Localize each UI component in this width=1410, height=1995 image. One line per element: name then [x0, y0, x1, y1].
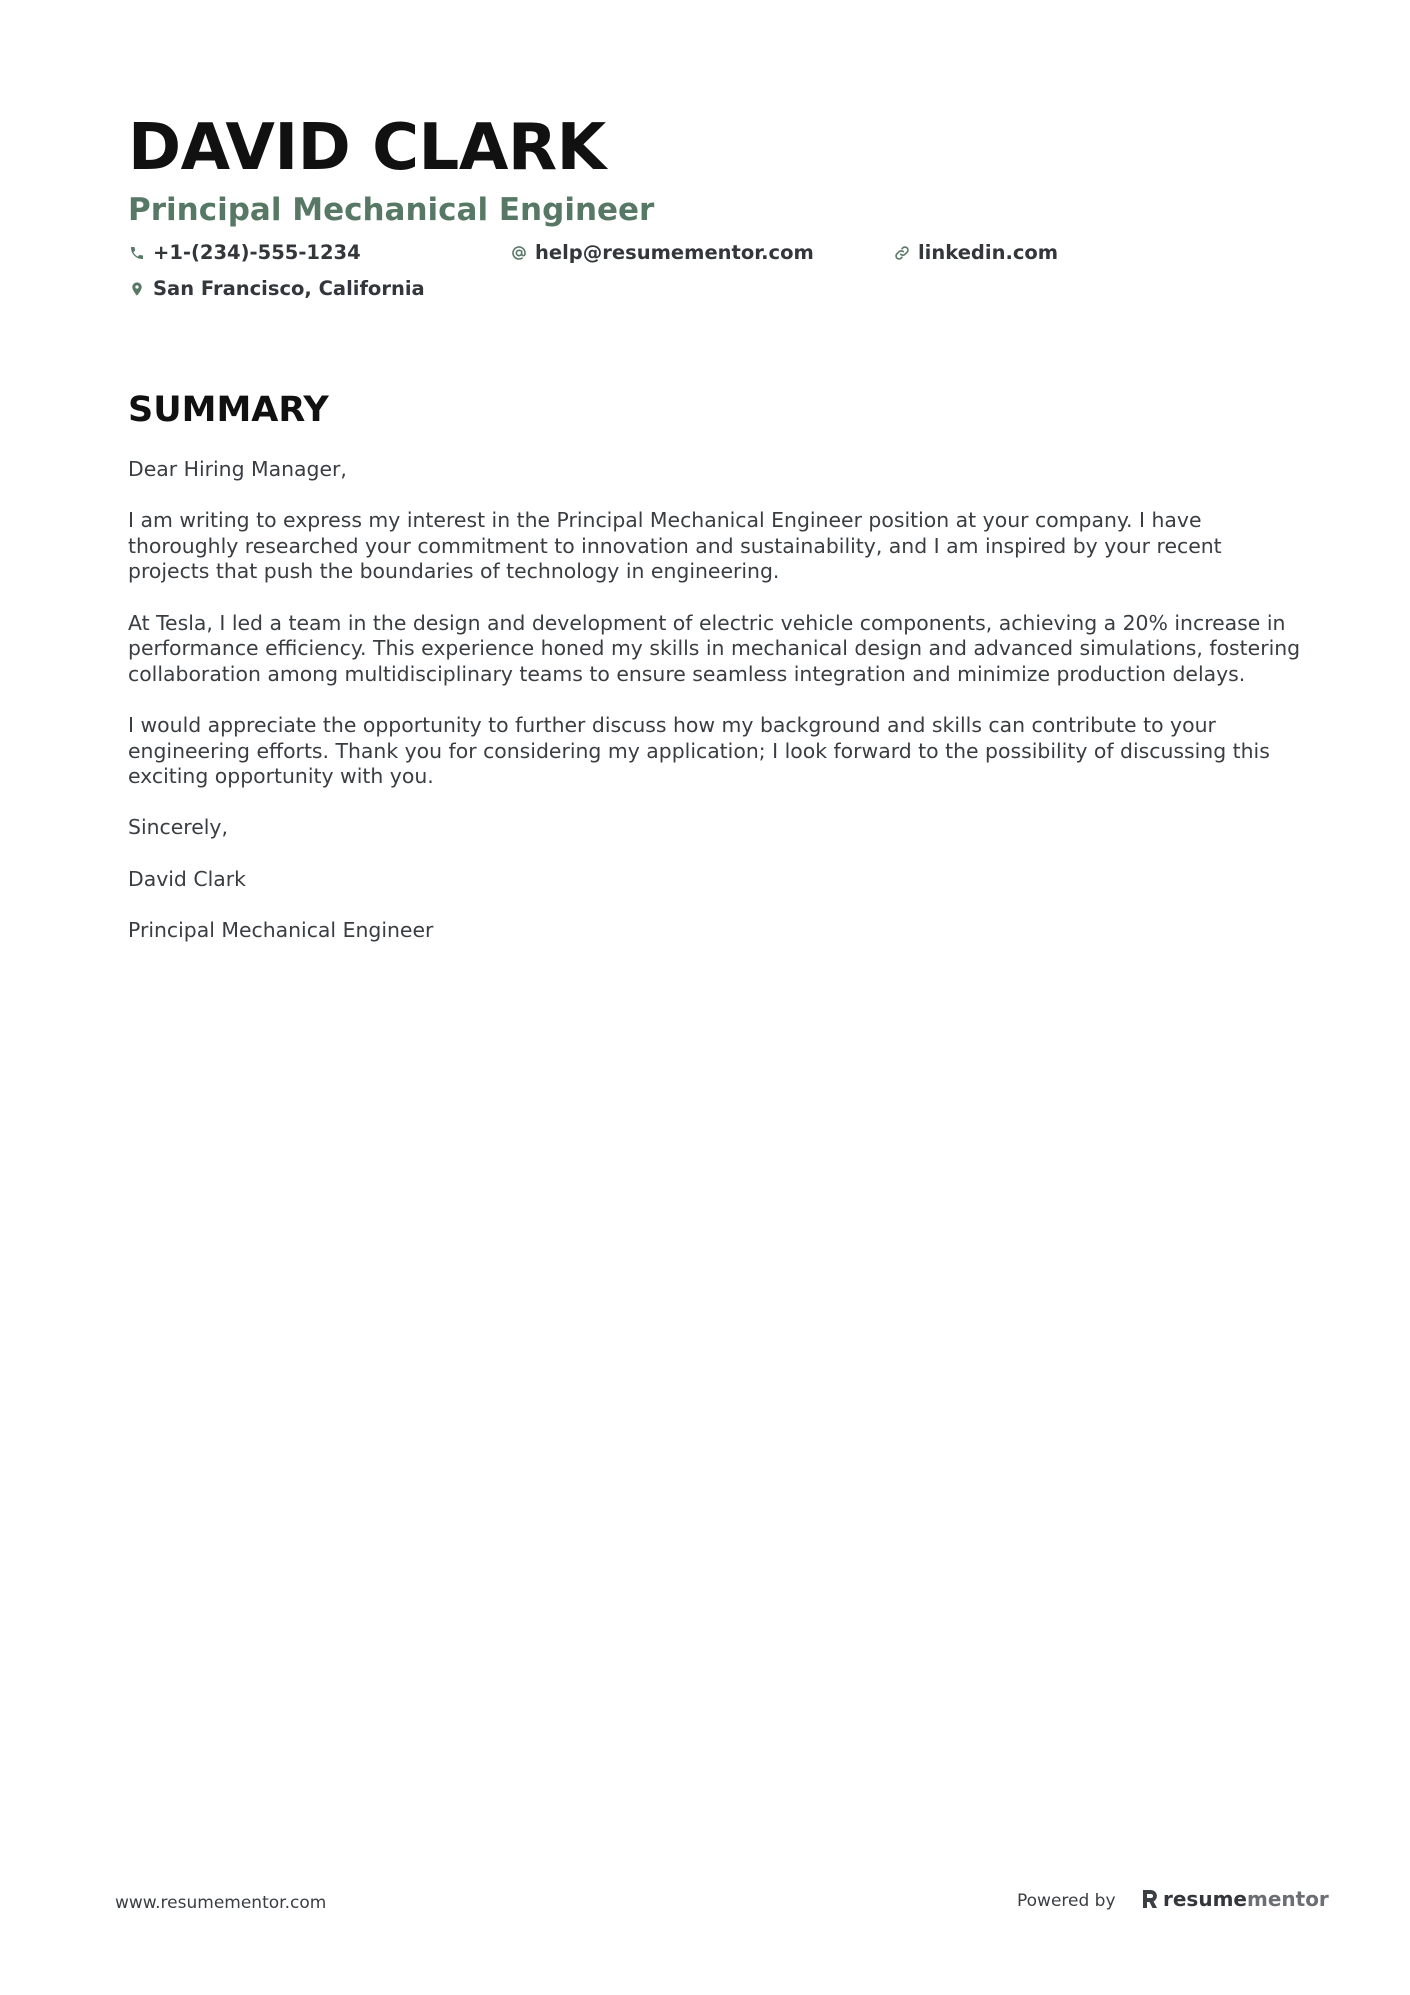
candidate-name: DAVID CLARK: [128, 111, 606, 185]
brand-text-resume: resume: [1163, 1887, 1247, 1911]
letter-paragraph: I would appreciate the opportunity to further discuss how my background and skills can contribute to your engineering efforts. Thank you for considering my application; I look forward to the possibility of discussing this exciting opportunity with you.: [128, 712, 1270, 789]
map-pin-icon: [128, 280, 146, 298]
brand-text-mentor: mentor: [1246, 1887, 1329, 1911]
contact-email: [510, 240, 814, 266]
letter-closing: Sincerely,: [128, 815, 228, 840]
letter-paragraph: At Tesla, I led a team in the design and development of electric vehicle components, achieving a 20% increase in performance efficiency. This experience honed my skills in mechanical design and advanced simulations, fostering collaboration among multidisciplinary teams to ensure seamless integration and minimize production delays.: [128, 610, 1301, 686]
location-text: San Francisco, California: [153, 277, 425, 300]
letter-paragraph: I am writing to express my interest in the Principal Mechanical Engineer position at your company. I have thoroughly researched your commitment to innovation and sustainability, and I am inspired by your recent projects that push the boundaries of technology in engineering.: [128, 508, 1222, 584]
phone-icon: [128, 244, 146, 262]
phone-text: +1-(234)-555-1234: [153, 241, 361, 264]
letter-signature-title: Principal Mechanical Engineer: [128, 917, 434, 942]
brand-logo[interactable]: [1141, 1886, 1329, 1912]
link-text: linkedin.com: [918, 241, 1059, 264]
email-text: help@resumementor.com: [535, 241, 814, 264]
letter-salutation: Dear Hiring Manager,: [128, 457, 347, 481]
contact-phone: [128, 240, 361, 266]
contact-link: [893, 240, 1058, 266]
letter-signature-name: David Clark: [128, 866, 246, 891]
link-icon: [893, 244, 911, 262]
candidate-role: Principal Mechanical Engineer: [128, 192, 655, 228]
footer-url[interactable]: www.resumementor.com: [115, 1893, 327, 1913]
resumementor-logo-icon: [1141, 1888, 1159, 1910]
contact-location: [128, 276, 425, 302]
summary-heading: SUMMARY: [128, 390, 329, 430]
letter-body: [128, 457, 1303, 969]
at-sign-icon: [510, 244, 528, 262]
powered-by-text: Powered by: [1017, 1891, 1116, 1911]
